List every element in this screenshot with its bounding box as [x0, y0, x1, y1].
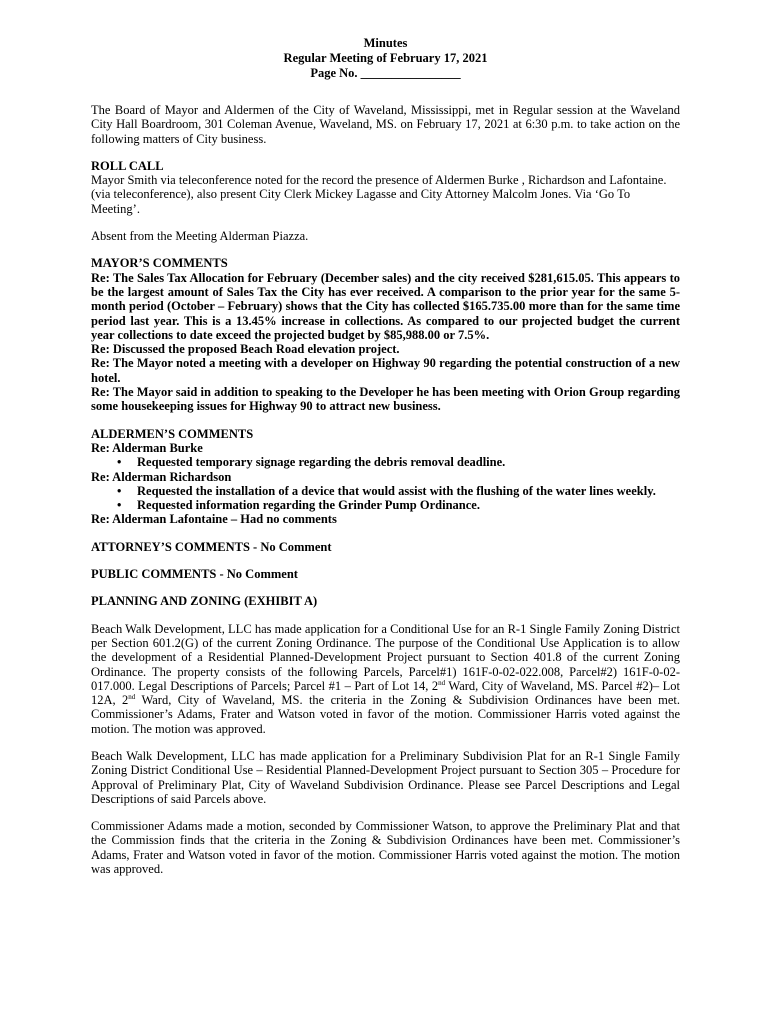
alderman-lafontaine-label: Re: Alderman Lafontaine – Had no comments: [91, 512, 337, 527]
list-item: • Requested temporary signage regarding the debris removal deadline.: [137, 455, 680, 469]
mayor-comment: Re: Discussed the proposed Beach Road elevation project.: [91, 342, 400, 357]
mayor-comment: Re: The Mayor noted a meeting with a developer on Highway 90 regarding the potential construction of a new hotel.: [91, 356, 680, 385]
public-comments: PUBLIC COMMENTS - No Comment: [91, 567, 298, 582]
mayor-comment: Re: The Sales Tax Allocation for February (December sales) and the city received $281,615.05. This appears to be the largest amount of Sales Tax the City has ever received. A comparison to the prior year for the same 5-month period (October – February) shows that the City has collected $165.735.00 more than for the same time period last year. This is a 13.45% increase in collections. As compared to our projected budget the current year collections to date exceed the projected budget by $85,988.00 or 7.5%.: [91, 270, 680, 342]
planning-paragraph-2: Beach Walk Development, LLC has made application for a Preliminary Subdivision Plat for an R-1 Single Family Zoning District Conditional Use – Residential Planned-Development Project pursuant to Section 305 – Procedure for Approval of Preliminary Plat, City of Waveland Subdivision Ordinance. Please see Parcel Descriptions and Legal Descriptions of said Parcels above.: [91, 748, 680, 806]
richardson-comment-list: [91, 484, 680, 513]
mayor-comment: Re: The Mayor said in addition to speaking to the Developer he has been meeting with Orion Group regarding some housekeeping issues for Highway 90 to attract new business.: [91, 385, 680, 414]
minutes-title: Minutes: [363, 36, 408, 50]
roll-call-heading: ROLL CALL: [91, 158, 164, 173]
attorney-comments: ATTORNEY’S COMMENTS - No Comment: [91, 539, 332, 554]
intro-paragraph: The Board of Mayor and Aldermen of the City of Waveland, Mississippi, met in Regular session at the Waveland City Hall Boardroom, 301 Coleman Avenue, Waveland, MS. on February 17, 2021 at 6:30 p.m. to take action on the following matters of City business.: [91, 103, 680, 146]
planning-zoning-heading: PLANNING AND ZONING (EXHIBIT A): [91, 594, 318, 609]
page-number-line: Page No. ________________: [310, 66, 461, 80]
alderman-richardson-label: Re: Alderman Richardson: [91, 469, 232, 484]
alderman-burke-label: Re: Alderman Burke: [91, 440, 203, 455]
mayors-comments-heading: MAYOR’S COMMENTS: [91, 256, 228, 271]
roll-call-text: Mayor Smith via teleconference noted for the record the presence of Aldermen Burke , Richardson and Lafontaine. (via teleconference), also present City Clerk Mickey Lagasse and City Attorney Malcolm Jones. Via ‘Go To Meeting’.: [91, 173, 667, 216]
aldermens-comments-heading: ALDERMEN’S COMMENTS: [91, 426, 254, 441]
absent-text: Absent from the Meeting Alderman Piazza.: [91, 229, 309, 244]
list-item: • Requested the installation of a device that would assist with the flushing of the water lines weekly.: [137, 484, 680, 498]
planning-paragraph-1: Beach Walk Development, LLC has made application for a Conditional Use for an R-1 Single Family Zoning District per Section 601.2(G) of the current Zoning Ordinance. The purpose of the Conditional Use Application is to allow the development of a Residential Planned-Development Project pursuant to Section 401.8 of the current Zoning Ordinance. The property consists of the following Parcels, Parcel#1) 161F-0-02-022.008, Parcel#2) 161F-0-02-017.000. Legal Descriptions of Parcels; Parcel #1 – Part of Lot 14, 2nd Ward, City of Waveland, MS. Parcel #2)– Lot 12A, 2nd Ward, City of Waveland, MS. the criteria in the Zoning & Subdivision Ordinances have been met. Commissioner’s Adams, Frater and Watson voted in favor of the motion. Commissioner Harris voted against the motion. The motion was approved.: [91, 621, 681, 736]
planning-paragraph-3: Commissioner Adams made a motion, seconded by Commissioner Watson, to approve the Preliminary Plat and that the Commission finds that the criteria in the Zoning & Subdivision Ordinances have been met. Commissioner’s Adams, Frater and Watson voted in favor of the motion. Commissioner Harris voted against the motion. The motion was approved.: [91, 819, 680, 877]
list-item: • Requested information regarding the Grinder Pump Ordinance.: [137, 498, 680, 512]
burke-comment-list: [91, 455, 680, 469]
meeting-title: Regular Meeting of February 17, 2021: [283, 51, 488, 65]
